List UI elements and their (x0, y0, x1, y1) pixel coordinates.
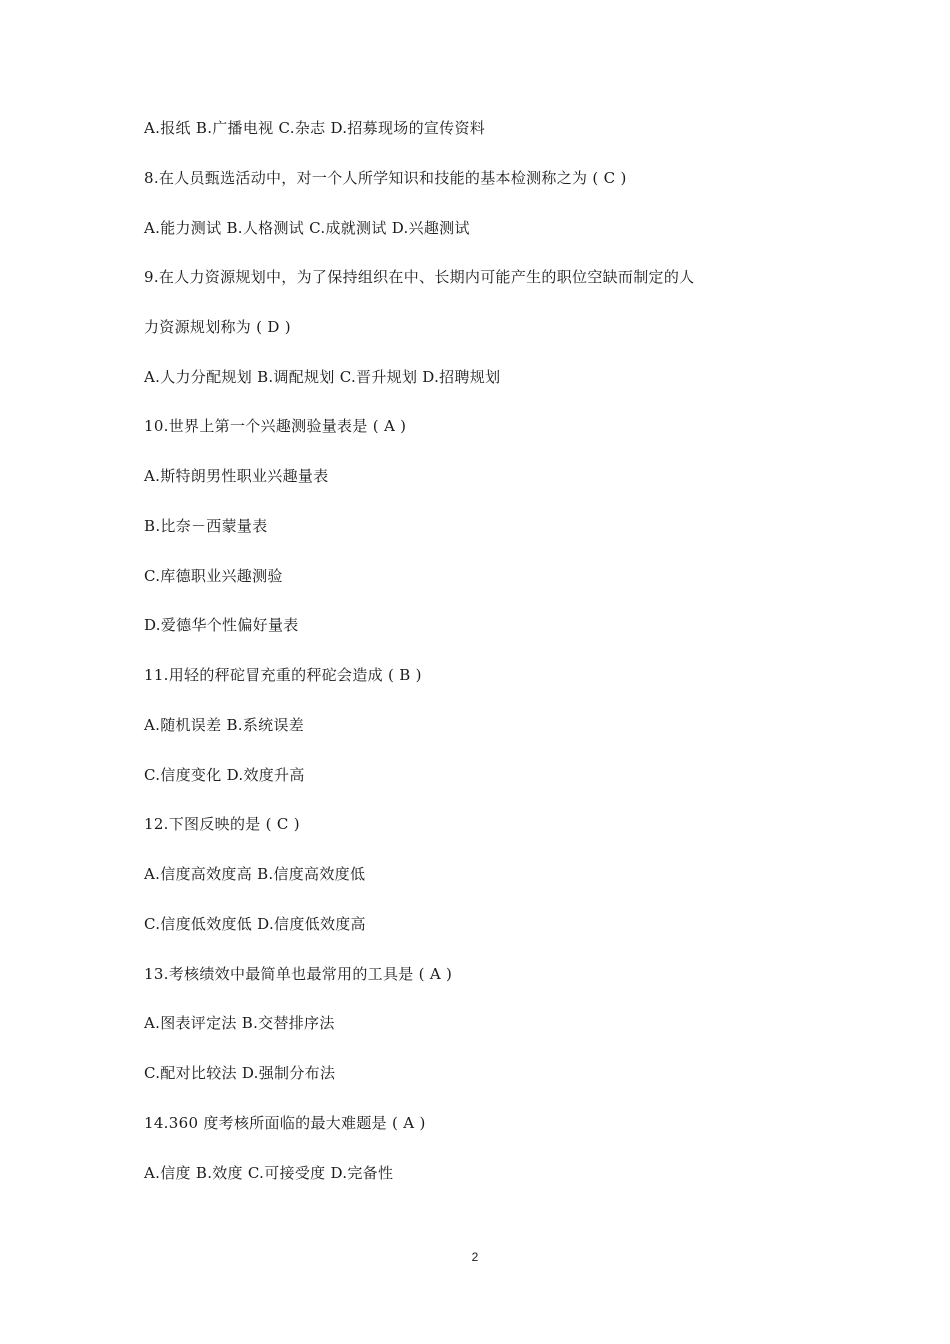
option-line-q12-cd: C.信度低效度低 D.信度低效度高 (144, 915, 366, 933)
option-line-q8: A.能力测试 B.人格测试 C.成就测试 D.兴趣测试 (144, 219, 470, 237)
question-10: 10.世界上第一个兴趣测验量表是 ( A ) (144, 417, 407, 435)
question-12: 12.下图反映的是 ( C ) (144, 815, 300, 833)
option-q10-d: D.爱德华个性偏好量表 (144, 616, 299, 634)
question-9-line-2: 力资源规划称为 ( D ) (144, 318, 291, 336)
option-line-q12-ab: A.信度高效度高 B.信度高效度低 (144, 865, 366, 883)
question-11: 11.用轻的秤砣冒充重的秤砣会造成 ( B ) (144, 666, 422, 684)
option-line-q13-ab: A.图表评定法 B.交替排序法 (144, 1014, 335, 1032)
option-line-q14: A.信度 B.效度 C.可接受度 D.完备性 (144, 1164, 394, 1182)
option-q10-c: C.库德职业兴趣测验 (144, 567, 283, 585)
page-number: 2 (471, 1250, 479, 1264)
question-14: 14.360 度考核所面临的最大难题是 ( A ) (144, 1114, 426, 1132)
question-9-line-1: 9.在人力资源规划中，为了保持组织在中、长期内可能产生的职位空缺而制定的人 (144, 268, 695, 286)
question-13: 13.考核绩效中最简单也最常用的工具是 ( A ) (144, 965, 453, 983)
option-q10-b: B.比奈－西蒙量表 (144, 517, 268, 535)
option-line-q7: A.报纸 B.广播电视 C.杂志 D.招募现场的宣传资料 (144, 119, 486, 137)
option-q10-a: A.斯特朗男性职业兴趣量表 (144, 467, 329, 485)
option-line-q11-ab: A.随机误差 B.系统误差 (144, 716, 305, 734)
option-line-q13-cd: C.配对比较法 D.强制分布法 (144, 1064, 336, 1082)
option-line-q11-cd: C.信度变化 D.效度升高 (144, 766, 305, 784)
question-8: 8.在人员甄选活动中，对一个人所学知识和技能的基本检测称之为 ( C ) (144, 169, 627, 187)
option-line-q9: A.人力分配规划 B.调配规划 C.晋升规划 D.招聘规划 (144, 368, 501, 386)
